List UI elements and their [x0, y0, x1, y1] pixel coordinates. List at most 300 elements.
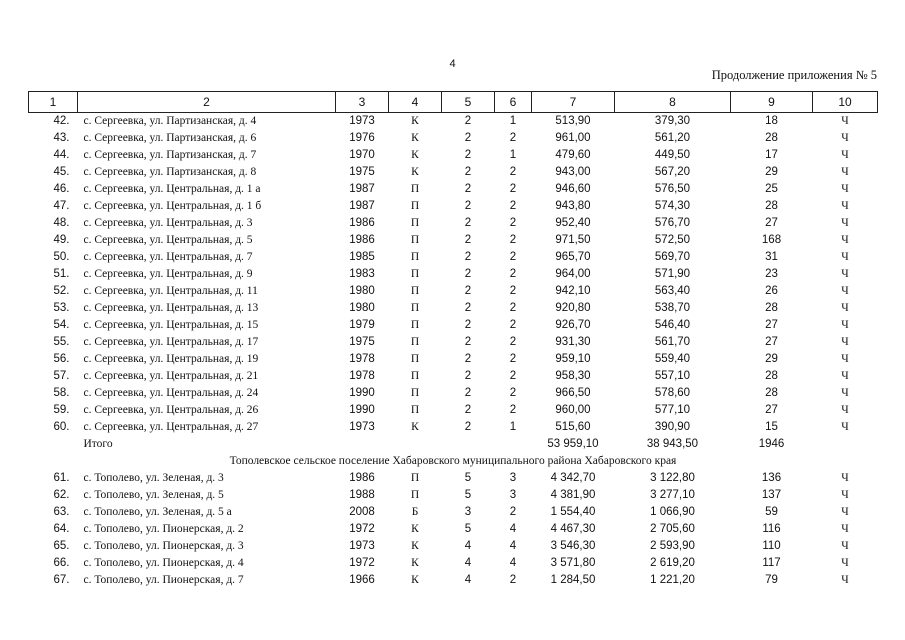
address-cell: с. Тополево, ул. Пионерская, д. 7: [83, 574, 244, 586]
address-cell: с. Сергеевка, ул. Центральная, д. 5: [83, 234, 253, 246]
table-row: [29, 113, 878, 131]
table-row: [29, 538, 878, 555]
header-cell: 5: [442, 92, 495, 113]
living-area-cell: 557,10: [654, 370, 691, 382]
address-cell: с. Сергеевка, ул. Центральная, д. 26: [83, 404, 259, 416]
total-area-cell: 965,70: [555, 251, 591, 263]
total-area-cell: 931,30: [555, 336, 591, 348]
floors-cell: 3: [464, 506, 472, 518]
living-area-cell: 3 277,10: [650, 489, 695, 501]
year-built-cell: 1983: [349, 268, 375, 280]
header-cell: 6: [495, 92, 532, 113]
living-area-cell: 1 221,20: [650, 574, 695, 586]
total-empty-cell: [336, 436, 389, 453]
total-empty-cell: [442, 436, 495, 453]
total-area-cell: 515,60: [555, 421, 591, 433]
address-cell: с. Сергеевка, ул. Партизанская, д. 8: [83, 166, 257, 178]
residents-cell: 137: [761, 489, 782, 501]
year-built-cell: 1980: [349, 302, 375, 314]
residents-cell: 29: [765, 166, 778, 178]
residents-cell: 23: [765, 268, 778, 280]
total-area-cell: 942,10: [555, 285, 591, 297]
row-number-cell: 50.: [53, 251, 70, 263]
address-cell: с. Сергеевка, ул. Центральная, д. 9: [83, 268, 253, 280]
residents-cell: 31: [765, 251, 778, 263]
ownership-code-cell: Ч: [841, 523, 849, 535]
total-empty-cell: [495, 436, 532, 453]
entrances-cell: 1: [509, 149, 517, 161]
residents-cell: 18: [765, 115, 778, 127]
housing-table: [28, 91, 878, 589]
living-area-cell: 563,40: [654, 285, 691, 297]
ownership-code-cell: Ч: [841, 319, 849, 331]
total-area-cell: 479,60: [555, 149, 591, 161]
wall-material-cell: П: [410, 302, 420, 314]
year-built-cell: 1973: [349, 540, 375, 552]
address-cell: с. Сергеевка, ул. Партизанская, д. 4: [83, 115, 257, 127]
year-built-cell: 1970: [349, 149, 375, 161]
entrances-cell: 2: [509, 268, 517, 280]
living-area-cell: 390,90: [654, 421, 691, 433]
year-built-cell: 1990: [349, 404, 375, 416]
total-area-cell: 971,50: [555, 234, 591, 246]
total-area-cell: 952,40: [555, 217, 591, 229]
entrances-cell: 2: [509, 251, 517, 263]
living-area-cell: 379,30: [654, 115, 691, 127]
residents-cell: 28: [765, 132, 778, 144]
ownership-code-cell: Ч: [841, 217, 849, 229]
residents-cell: 27: [765, 336, 778, 348]
table-row: [29, 266, 878, 283]
wall-material-cell: П: [410, 183, 420, 195]
wall-material-cell: П: [410, 234, 420, 246]
wall-material-cell: П: [410, 370, 420, 382]
year-built-cell: 1973: [349, 115, 375, 127]
address-cell: с. Сергеевка, ул. Партизанская, д. 6: [83, 132, 257, 144]
floors-cell: 2: [464, 404, 472, 416]
row-number-cell: 60.: [53, 421, 70, 433]
row-number-cell: 52.: [53, 285, 70, 297]
residents-cell: 17: [765, 149, 778, 161]
living-area-cell: 561,20: [654, 132, 691, 144]
wall-material-cell: Б: [411, 506, 419, 518]
header-cell: 7: [532, 92, 615, 113]
floors-cell: 2: [464, 285, 472, 297]
floors-cell: 5: [464, 472, 472, 484]
address-cell: с. Тополево, ул. Пионерская, д. 2: [83, 523, 244, 535]
address-cell: с. Тополево, ул. Зеленая, д. 3: [83, 472, 224, 484]
floors-cell: 2: [464, 251, 472, 263]
total-area-cell: 964,00: [555, 268, 591, 280]
residents-cell: 110: [762, 540, 781, 552]
residents-cell: 28: [765, 302, 778, 314]
floors-cell: 2: [464, 370, 472, 382]
entrances-cell: 1: [509, 115, 517, 127]
row-number-cell: 66.: [53, 557, 70, 569]
year-built-cell: 2008: [349, 506, 375, 518]
floors-cell: 4: [464, 540, 472, 552]
wall-material-cell: П: [410, 268, 420, 280]
total-area-cell: 946,60: [555, 183, 591, 195]
row-number-cell: 59.: [53, 404, 70, 416]
floors-cell: 2: [464, 302, 472, 314]
year-built-cell: 1973: [349, 421, 375, 433]
section-title-row: [29, 453, 878, 470]
floors-cell: 5: [464, 489, 472, 501]
living-area-cell: 2 593,90: [650, 540, 695, 552]
ownership-code-cell: Ч: [841, 115, 849, 127]
table-row: [29, 198, 878, 215]
residents-cell: 29: [765, 353, 778, 365]
address-cell: с. Сергеевка, ул. Центральная, д. 21: [83, 370, 259, 382]
total-empty-cell: [29, 436, 78, 453]
ownership-code-cell: Ч: [841, 387, 849, 399]
row-number-cell: 49.: [53, 234, 70, 246]
living-area-cell: 567,20: [654, 166, 691, 178]
address-cell: с. Тополево, ул. Пионерская, д. 3: [83, 540, 244, 552]
entrances-cell: 3: [509, 489, 517, 501]
year-built-cell: 1986: [349, 472, 375, 484]
year-built-cell: 1978: [349, 370, 375, 382]
table-row: [29, 164, 878, 181]
row-number-cell: 46.: [53, 183, 70, 195]
living-area-cell: 559,40: [654, 353, 691, 365]
table-row: [29, 215, 878, 232]
page-number: 4: [449, 58, 456, 70]
ownership-code-cell: Ч: [841, 353, 849, 365]
row-number-cell: 53.: [53, 302, 70, 314]
living-area-cell: 574,30: [654, 200, 691, 212]
header-cell: 1: [29, 92, 78, 113]
year-built-cell: 1976: [349, 132, 375, 144]
row-number-cell: 56.: [53, 353, 70, 365]
ownership-code-cell: Ч: [841, 149, 849, 161]
wall-material-cell: П: [410, 472, 420, 484]
row-number-cell: 47.: [53, 200, 70, 212]
wall-material-cell: К: [411, 132, 419, 144]
header-cell: 3: [336, 92, 389, 113]
address-cell: с. Тополево, ул. Пионерская, д. 4: [83, 557, 244, 569]
address-cell: с. Сергеевка, ул. Центральная, д. 27: [83, 421, 259, 433]
ownership-code-cell: Ч: [841, 370, 849, 382]
header-cell: 2: [78, 92, 336, 113]
address-cell: с. Сергеевка, ул. Центральная, д. 11: [83, 285, 258, 297]
residents-cell: 27: [765, 217, 778, 229]
year-built-cell: 1972: [349, 557, 375, 569]
total-area-cell: 3 571,80: [550, 557, 596, 569]
floors-cell: 2: [464, 183, 472, 195]
table-row: [29, 181, 878, 198]
total-area-cell: 4 381,90: [550, 489, 596, 501]
rows-topolevo: [29, 470, 878, 589]
wall-material-cell: П: [410, 387, 420, 399]
residents-cell: 15: [765, 421, 778, 433]
total-area-cell: 1 554,40: [550, 506, 596, 518]
entrances-cell: 2: [509, 353, 517, 365]
address-cell: с. Сергеевка, ул. Центральная, д. 7: [83, 251, 253, 263]
header-cell: 10: [813, 92, 878, 113]
floors-cell: 2: [464, 115, 472, 127]
ownership-code-cell: Ч: [841, 183, 849, 195]
ownership-code-cell: Ч: [841, 557, 849, 569]
header-cell: 8: [615, 92, 731, 113]
entrances-cell: 2: [509, 200, 517, 212]
address-cell: с. Сергеевка, ул. Центральная, д. 1 б: [83, 200, 262, 212]
total-section: [29, 436, 878, 470]
table-row: [29, 555, 878, 572]
residents-cell: 25: [765, 183, 778, 195]
residents-cell: 28: [765, 370, 778, 382]
table-row: [29, 419, 878, 436]
total-area-cell: 943,00: [555, 166, 591, 178]
entrances-cell: 4: [509, 540, 517, 552]
continuation-label: Продолжение приложения № 5: [711, 68, 877, 82]
living-area-cell: 538,70: [654, 302, 691, 314]
floors-cell: 2: [464, 200, 472, 212]
ownership-code-cell: Ч: [841, 489, 849, 501]
ownership-code-cell: Ч: [841, 166, 849, 178]
wall-material-cell: П: [410, 217, 420, 229]
ownership-code-cell: Ч: [841, 200, 849, 212]
living-area-cell: 1 066,90: [650, 506, 695, 518]
year-built-cell: 1979: [349, 319, 375, 331]
total-area-cell: 961,00: [555, 132, 591, 144]
living-area-cell: 546,40: [654, 319, 691, 331]
ownership-code-cell: Ч: [841, 336, 849, 348]
entrances-cell: 2: [509, 302, 517, 314]
floors-cell: 4: [464, 557, 472, 569]
living-area-cell: 578,60: [654, 387, 691, 399]
ownership-code-cell: Ч: [841, 302, 849, 314]
ownership-code-cell: Ч: [841, 285, 849, 297]
residents-cell: 116: [762, 523, 781, 535]
row-number-cell: 51.: [53, 268, 70, 280]
table-row: [29, 334, 878, 351]
total-area-cell: 513,90: [555, 115, 591, 127]
total-living-area: 38 943,50: [646, 438, 699, 450]
table-row: [29, 130, 878, 147]
wall-material-cell: К: [411, 149, 419, 161]
total-area-cell: 920,80: [555, 302, 591, 314]
living-area-cell: 561,70: [654, 336, 691, 348]
total-area-cell: 966,50: [555, 387, 591, 399]
wall-material-cell: К: [411, 523, 419, 535]
entrances-cell: 4: [509, 523, 517, 535]
living-area-cell: 449,50: [654, 149, 691, 161]
residents-cell: 27: [765, 404, 778, 416]
floors-cell: 2: [464, 387, 472, 399]
wall-material-cell: П: [410, 336, 420, 348]
row-number-cell: 42.: [53, 115, 70, 127]
year-built-cell: 1980: [349, 285, 375, 297]
residents-cell: 59: [765, 506, 778, 518]
wall-material-cell: К: [411, 557, 419, 569]
entrances-cell: 2: [509, 183, 517, 195]
residents-cell: 28: [765, 387, 778, 399]
total-area-cell: 958,30: [555, 370, 591, 382]
table-row: [29, 351, 878, 368]
table-row: [29, 232, 878, 249]
floors-cell: 2: [464, 149, 472, 161]
row-number-cell: 63.: [53, 506, 70, 518]
entrances-cell: 2: [509, 132, 517, 144]
entrances-cell: 2: [509, 574, 517, 586]
ownership-code-cell: Ч: [841, 234, 849, 246]
year-built-cell: 1987: [349, 183, 375, 195]
wall-material-cell: К: [411, 421, 419, 433]
floors-cell: 2: [464, 319, 472, 331]
total-area-cell: 1 284,50: [550, 574, 596, 586]
entrances-cell: 2: [509, 506, 517, 518]
ownership-code-cell: Ч: [841, 268, 849, 280]
address-cell: с. Сергеевка, ул. Центральная, д. 24: [83, 387, 259, 399]
total-area-cell: 960,00: [555, 404, 591, 416]
living-area-cell: 577,10: [654, 404, 691, 416]
entrances-cell: 2: [509, 234, 517, 246]
table-row: [29, 487, 878, 504]
row-number-cell: 43.: [53, 132, 70, 144]
entrances-cell: 2: [509, 319, 517, 331]
floors-cell: 2: [464, 336, 472, 348]
total-area-cell: 3 546,30: [550, 540, 596, 552]
year-built-cell: 1985: [349, 251, 375, 263]
ownership-code-cell: Ч: [841, 574, 849, 586]
residents-cell: 168: [761, 234, 782, 246]
address-cell: с. Тополево, ул. Зеленая, д. 5 а: [83, 506, 232, 518]
total-area-cell: 959,10: [555, 353, 591, 365]
address-cell: с. Сергеевка, ул. Центральная, д. 19: [83, 353, 259, 365]
total-area: 53 959,10: [547, 438, 599, 450]
wall-material-cell: П: [410, 200, 420, 212]
residents-cell: 27: [765, 319, 778, 331]
wall-material-cell: П: [410, 285, 420, 297]
residents-cell: 136: [761, 472, 782, 484]
living-area-cell: 2 619,20: [650, 557, 695, 569]
living-area-cell: 572,50: [654, 234, 691, 246]
living-area-cell: 576,70: [654, 217, 691, 229]
living-area-cell: 3 122,80: [650, 472, 695, 484]
residents-cell: 117: [762, 557, 781, 569]
address-cell: с. Сергеевка, ул. Центральная, д. 17: [83, 336, 259, 348]
year-built-cell: 1986: [349, 234, 375, 246]
address-cell: с. Сергеевка, ул. Центральная, д. 3: [83, 217, 253, 229]
ownership-code-cell: Ч: [841, 506, 849, 518]
address-cell: с. Сергеевка, ул. Центральная, д. 1 а: [83, 183, 261, 195]
living-area-cell: 569,70: [654, 251, 691, 263]
wall-material-cell: К: [411, 540, 419, 552]
total-row: [29, 436, 878, 453]
total-empty-cell: [813, 436, 878, 453]
wall-material-cell: К: [411, 115, 419, 127]
ownership-code-cell: Ч: [841, 540, 849, 552]
row-number-cell: 55.: [53, 336, 70, 348]
ownership-code-cell: Ч: [841, 421, 849, 433]
entrances-cell: 2: [509, 285, 517, 297]
living-area-cell: 576,50: [654, 183, 691, 195]
year-built-cell: 1975: [349, 166, 375, 178]
ownership-code-cell: Ч: [841, 472, 849, 484]
floors-cell: 2: [464, 268, 472, 280]
row-number-cell: 45.: [53, 166, 70, 178]
row-number-cell: 57.: [53, 370, 70, 382]
header-row: [29, 92, 878, 113]
floors-cell: 4: [464, 574, 472, 586]
entrances-cell: 2: [509, 166, 517, 178]
row-number-cell: 48.: [53, 217, 70, 229]
wall-material-cell: П: [410, 489, 420, 501]
floors-cell: 2: [464, 217, 472, 229]
entrances-cell: 4: [509, 557, 517, 569]
address-cell: с. Тополево, ул. Зеленая, д. 5: [83, 489, 224, 501]
total-label: Итого: [83, 438, 113, 450]
total-residents: 1946: [758, 438, 785, 450]
table-row: [29, 504, 878, 521]
table-row: [29, 317, 878, 334]
ownership-code-cell: Ч: [841, 404, 849, 416]
wall-material-cell: К: [411, 166, 419, 178]
row-number-cell: 62.: [53, 489, 70, 501]
floors-cell: 2: [464, 132, 472, 144]
table-row: [29, 521, 878, 538]
table-row: [29, 368, 878, 385]
year-built-cell: 1978: [349, 353, 375, 365]
table-row: [29, 300, 878, 317]
total-area-cell: 4 342,70: [550, 472, 596, 484]
floors-cell: 2: [464, 421, 472, 433]
ownership-code-cell: Ч: [841, 251, 849, 263]
header-cell: 9: [731, 92, 813, 113]
row-number-cell: 67.: [53, 574, 70, 586]
row-number-cell: 64.: [53, 523, 70, 535]
residents-cell: 79: [765, 574, 778, 586]
table-row: [29, 283, 878, 300]
row-number-cell: 44.: [53, 149, 70, 161]
residents-cell: 28: [765, 200, 778, 212]
table-row: [29, 402, 878, 419]
year-built-cell: 1975: [349, 336, 375, 348]
wall-material-cell: П: [410, 319, 420, 331]
rows-sergeevka: [29, 113, 878, 437]
living-area-cell: 2 705,60: [650, 523, 695, 535]
table-row: [29, 147, 878, 164]
year-built-cell: 1986: [349, 217, 375, 229]
address-cell: с. Сергеевка, ул. Партизанская, д. 7: [83, 149, 257, 161]
entrances-cell: 1: [509, 421, 517, 433]
table-row: [29, 385, 878, 402]
floors-cell: 2: [464, 166, 472, 178]
entrances-cell: 2: [509, 336, 517, 348]
year-built-cell: 1988: [349, 489, 375, 501]
total-area-cell: 943,80: [555, 200, 591, 212]
row-number-cell: 61.: [53, 472, 70, 484]
ownership-code-cell: Ч: [841, 132, 849, 144]
entrances-cell: 2: [509, 387, 517, 399]
total-empty-cell: [389, 436, 442, 453]
header-cell: 4: [389, 92, 442, 113]
floors-cell: 2: [464, 353, 472, 365]
living-area-cell: 571,90: [654, 268, 691, 280]
residents-cell: 26: [765, 285, 778, 297]
total-area-cell: 4 467,30: [550, 523, 596, 535]
floors-cell: 2: [464, 234, 472, 246]
wall-material-cell: П: [410, 353, 420, 365]
address-cell: с. Сергеевка, ул. Центральная, д. 13: [83, 302, 259, 314]
year-built-cell: 1990: [349, 387, 375, 399]
total-area-cell: 926,70: [555, 319, 591, 331]
section-title: Тополевское сельское поселение Хабаровского муниципального района Хабаровского края: [229, 455, 677, 467]
row-number-cell: 65.: [53, 540, 70, 552]
year-built-cell: 1966: [349, 574, 375, 586]
